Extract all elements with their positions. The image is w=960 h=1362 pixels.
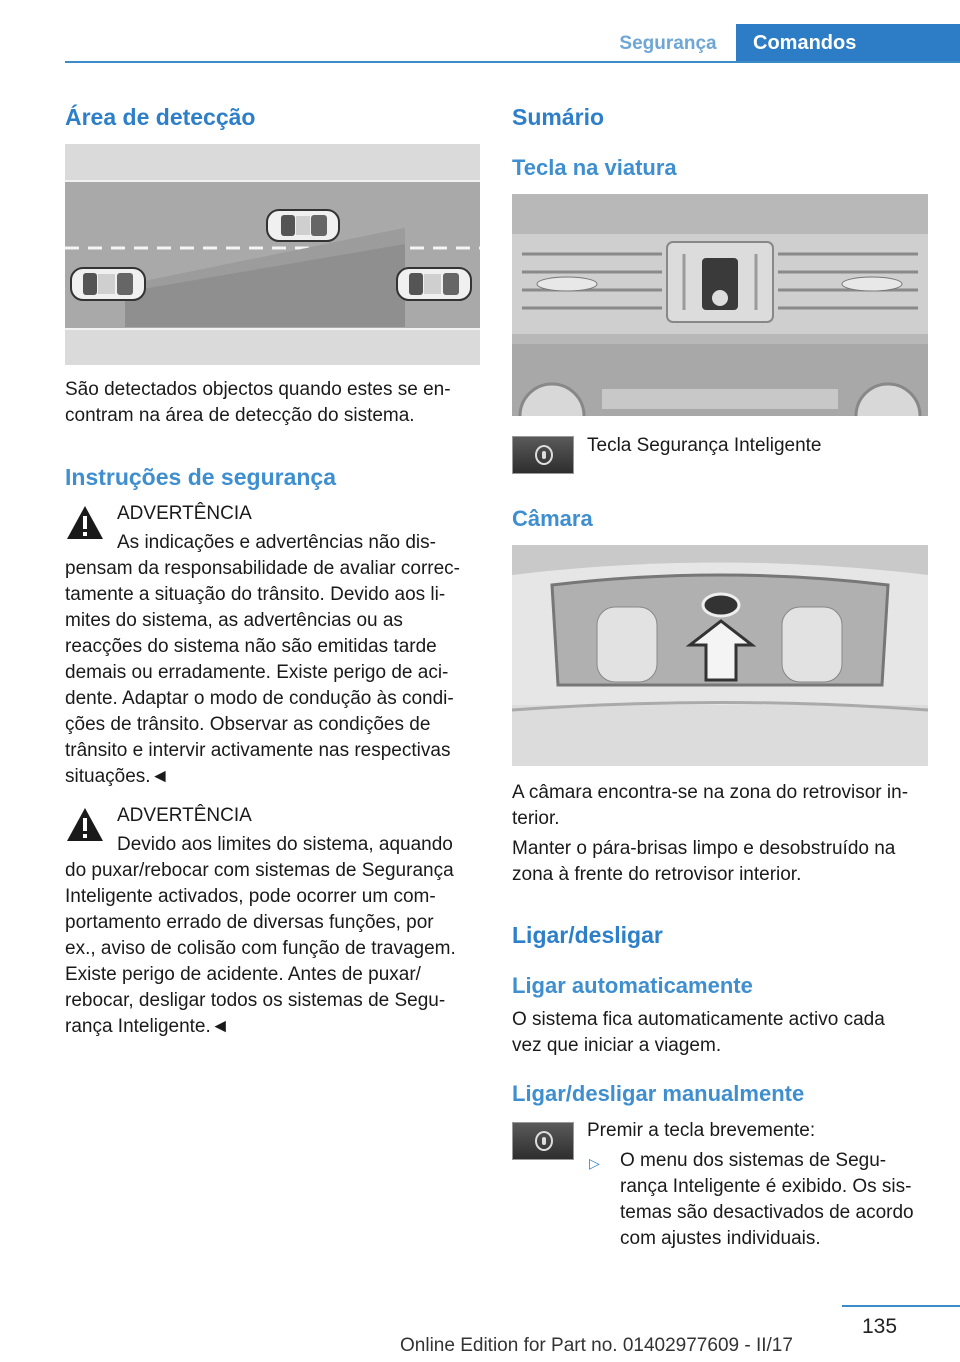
detection-area-heading: Área de detecção (65, 104, 256, 130)
vehicle-button-heading: Tecla na viatura (512, 155, 677, 180)
warning1-line: situações.◄ (65, 766, 170, 787)
safety-instructions-heading: Instruções de segurança (65, 464, 336, 490)
warning1-body (65, 530, 480, 790)
header-rule (65, 61, 960, 63)
warning2-line: do puxar/rebocar com sistemas de Segurança (65, 860, 454, 881)
intelligent-safety-button-icon (512, 1122, 574, 1160)
warning2-line: Inteligente activados, pode ocorrer um com- (65, 886, 436, 907)
detection-area-illustration (65, 144, 480, 365)
warning2-body (65, 832, 480, 1040)
detection-text-line2: contram na área de detecção do sistema. (65, 405, 415, 426)
camera-text-line4: zona à frente do retrovisor interior. (512, 864, 802, 885)
manual-bullet (620, 1148, 914, 1252)
warning1-line: As indicações e advertências não dis- (117, 532, 436, 553)
camera-text-line2: terior. (512, 808, 560, 829)
warning1-line: trânsito e intervir activamente nas respectivas (65, 740, 451, 761)
button-caption: Tecla Segurança Inteligente (587, 435, 822, 456)
warning2-line: Existe perigo de acidente. Antes de puxar/ (65, 964, 421, 985)
camera-text-line1: A câmara encontra-se na zona do retrovisor in- (512, 782, 909, 803)
edition-note: Online Edition for Part no. 01402977609 - II/17 (400, 1335, 793, 1356)
camera-text-line3: Manter o pára-brisas limpo e desobstruído na (512, 838, 896, 859)
warning1-line: demais ou erradamente. Existe perigo de aci- (65, 662, 449, 683)
manual-bullet-line: O menu dos sistemas de Segu- (620, 1150, 887, 1171)
header-active-tab[interactable]: Comandos (736, 24, 960, 62)
warning1-line: ções de trânsito. Observar as condições de (65, 714, 431, 735)
camera-photo (512, 545, 928, 766)
warning1-title: ADVERTÊNCIA (117, 503, 252, 524)
manual-bullet-line: com ajustes individuais. (620, 1228, 821, 1249)
header-section-tab[interactable]: Segurança (619, 33, 717, 54)
vehicle-button-photo (512, 194, 928, 416)
bullet-arrow-icon: ▷ (589, 1155, 600, 1171)
manual-bullet-line: temas são desactivados de acordo (620, 1202, 914, 1223)
warning2-line: rebocar, desligar todos os sistemas de Segu- (65, 990, 446, 1011)
manual-bullet-line: rança Inteligente é exibido. Os sis- (620, 1176, 912, 1197)
warning1-line: pensam da responsabilidade de avaliar correc- (65, 558, 461, 579)
warning2-title: ADVERTÊNCIA (117, 805, 252, 826)
warning2-line: Devido aos limites do sistema, aquando (117, 834, 453, 855)
warning2-line: rança Inteligente.◄ (65, 1016, 230, 1037)
footer-rule (842, 1305, 960, 1307)
warning1-line: mites do sistema, as advertências ou as (65, 610, 403, 631)
on-off-heading: Ligar/desligar (512, 922, 663, 948)
page-number: 135 (862, 1315, 898, 1338)
warning2-line: portamento errado de diversas funções, por (65, 912, 434, 933)
intelligent-safety-button-icon (512, 436, 574, 474)
warning2-line: ex., aviso de colisão com função de travagem. (65, 938, 456, 959)
auto-text-line1: O sistema fica automaticamente activo cada (512, 1009, 885, 1030)
manual-on-off-heading: Ligar/desligar manualmente (512, 1081, 805, 1106)
detection-text-line1: São detectados objectos quando estes se en- (65, 379, 451, 400)
warning1-line: reacções do sistema não são emitidas tarde (65, 636, 437, 657)
camera-heading: Câmara (512, 506, 593, 531)
manual-text: Premir a tecla brevemente: (587, 1120, 816, 1141)
warning1-line: tamente a situação do trânsito. Devido aos li- (65, 584, 446, 605)
auto-text-line2: vez que iniciar a viagem. (512, 1035, 722, 1056)
warning1-line: dente. Adaptar o modo de condução às condi- (65, 688, 454, 709)
auto-on-heading: Ligar automaticamente (512, 973, 753, 998)
summary-heading: Sumário (512, 104, 605, 130)
